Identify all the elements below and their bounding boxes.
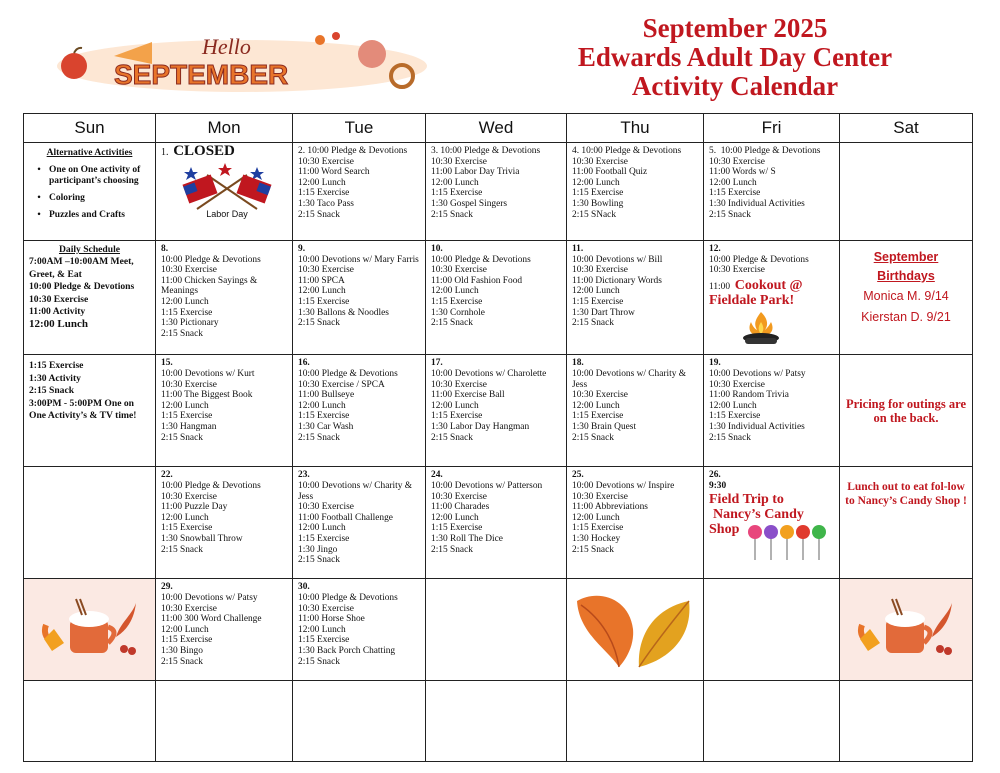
daily-schedule-title: Daily Schedule: [58, 244, 121, 255]
day-cell-17: 17. 10:00 Devotions w/ Charolette 10:30 Exercise 11:00 Exercise Ball 12:00 Lunch 1:15 Exercise 1:30 Labor Day Hangman 2:15 Snack: [426, 355, 567, 467]
birthday-entry: Kierstan D. 9/21: [861, 310, 951, 324]
labor-day-flags-icon: [177, 161, 277, 219]
day-cell-9: 9. 10:00 Devotions w/ Mary Farris 10:30 Exercise 11:00 SPCA 12:00 Lunch 1:15 Exercise 1:30 Ballons & Noodles 2:15 Snack: [293, 241, 426, 355]
day-header-sat: Sat: [840, 114, 973, 143]
day-cell-1: [156, 143, 293, 241]
day-cell-23: 23. 10:00 Devotions w/ Charity & Jess 10:30 Exercise 11:00 Football Challenge 12:00 Lunch 1:15 Exercise 1:30 Jingo 2:15 Snack: [293, 467, 426, 579]
day-header-fri: Fri: [704, 114, 840, 143]
empty-cell: [704, 579, 840, 681]
banner-month: SEPTEMBER: [114, 59, 289, 90]
alt-item: • Coloring: [37, 192, 85, 203]
apple-icon: [61, 53, 87, 79]
lollipops-icon: [741, 522, 831, 562]
week-row: [24, 579, 973, 681]
birthdays-title: September Birthdays: [873, 250, 939, 283]
empty-cell: [293, 681, 426, 762]
daily-schedule-cell: Daily Schedule 7:00AM –10:00AM Meet, Greet, & Eat 10:00 Pledge & Devotions 10:30 Exercise 11:00 Activity 12:00 Lunch: [24, 241, 156, 355]
hello-september-banner: [52, 26, 432, 94]
grill-fire-icon: [739, 308, 783, 348]
day-header-thu: Thu: [567, 114, 704, 143]
day-cell-18: 18. 10:00 Devotions w/ Charity & Jess 10:30 Exercise 12:00 Lunch 1:15 Exercise 1:30 Brain Quest 2:15 Snack: [567, 355, 704, 467]
empty-cell: [704, 681, 840, 762]
week-row: [24, 355, 973, 467]
autumn-mug-icon: [840, 579, 970, 675]
autumn-leaves-icon: [567, 579, 703, 675]
day-header-wed: Wed: [426, 114, 567, 143]
day-cell-8: 8. 10:00 Pledge & Devotions 10:30 Exercise 11:00 Chicken Sayings & Meanings 12:00 Lunch 1:15 Exercise 1:30 Pictionary 2:15 Snack: [156, 241, 293, 355]
calendar-grid: [23, 113, 973, 762]
day-cell-24: 24. 10:00 Devotions w/ Patterson 10:30 Exercise 11:00 Charades 12:00 Lunch 1:15 Exercise 1:30 Roll The Dice 2:15 Snack: [426, 467, 567, 579]
day-cell-26: 26. 9:30 Field Trip to Nancy’s Candy Shop: [704, 467, 840, 579]
empty-cell: [567, 681, 704, 762]
day-cell-6: [840, 143, 973, 241]
day-cell-12: 12. 10:00 Pledge & Devotions 10:30 Exercise 11:00 Cookout @ Fieldale Park!: [704, 241, 840, 355]
day-cell-3: 3. 10:00 Pledge & Devotions 10:30 Exercise 11:00 Labor Day Trivia 12:00 Lunch 1:15 Exercise 1:30 Gospel Singers 2:15 Snack: [426, 143, 567, 241]
banner-hello: Hello: [202, 34, 251, 59]
day-cell-15: 15. 10:00 Devotions w/ Kurt 10:30 Exercise 11:00 The Biggest Book 12:00 Lunch 1:15 Exercise 1:30 Hangman 2:15 Snack: [156, 355, 293, 467]
day-cell-29: 29. 10:00 Devotions w/ Patsy 10:30 Exercise 11:00 300 Word Challenge 12:00 Lunch 1:15 Exercise 1:30 Bingo 2:15 Snack: [156, 579, 293, 681]
alternative-activities-cell: [24, 143, 156, 241]
title-activity: Activity Calendar: [631, 71, 839, 101]
birthday-entry: Monica M. 9/14: [863, 289, 949, 303]
day-header-mon: Mon: [156, 114, 293, 143]
autumn-mug-icon: [24, 579, 154, 675]
day-header-tue: Tue: [293, 114, 426, 143]
day-cell-30: 30. 10:00 Pledge & Devotions 10:30 Exercise 11:00 Horse Shoe 12:00 Lunch 1:15 Exercise 1:30 Back Porch Chatting 2:15 Snack: [293, 579, 426, 681]
autumn-mug-cell: [840, 579, 973, 681]
day-header-sun: Sun: [24, 114, 156, 143]
day-cell-2: 2. 10:00 Pledge & Devotions 10:30 Exercise 11:00 Word Search 12:00 Lunch 1:15 Exercise 1:30 Taco Pass 2:15 Snack: [293, 143, 426, 241]
empty-cell: [426, 579, 567, 681]
day-cell-25: 25. 10:00 Devotions w/ Inspire 10:30 Exercise 11:00 Abbreviations 12:00 Lunch 1:15 Exercise 1:30 Hockey 2:15 Snack: [567, 467, 704, 579]
pricing-note-cell: [840, 355, 973, 467]
calendar-title: [470, 14, 1000, 101]
day-cell-4: 4. 10:00 Pledge & Devotions 10:30 Exercise 11:00 Football Quiz 12:00 Lunch 1:15 Exercise 1:30 Bowling 2:15 SNack: [567, 143, 704, 241]
daily-schedule-cont-cell: 1:15 Exercise 1:30 Activity 2:15 Snack 3:00PM - 5:00PM One on One Activity’s & TV time!: [24, 355, 156, 467]
day-cell-19: 19. 10:00 Devotions w/ Patsy 10:30 Exercise 11:00 Random Trivia 12:00 Lunch 1:15 Exercise 1:30 Individual Activities 2:15 Snack: [704, 355, 840, 467]
cookout-label: Cookout @: [734, 277, 803, 293]
closed-label: CLOSED: [173, 143, 235, 159]
day-cell-11: 11. 10:00 Devotions w/ Bill 10:30 Exercise 11:00 Dictionary Words 12:00 Lunch 1:15 Exercise 1:30 Dart Throw 2:15 Snack: [567, 241, 704, 355]
empty-cell: [156, 681, 293, 762]
leaves-image-cell: [567, 579, 704, 681]
weekday-header-row: [24, 114, 973, 143]
day-cell-10: 10. 10:00 Pledge & Devotions 10:30 Exercise 11:00 Old Fashion Food 12:00 Lunch 1:15 Exercise 1:30 Cornhole 2:15 Snack: [426, 241, 567, 355]
empty-cell: [24, 681, 156, 762]
alt-activities-title: Alternative Activities: [46, 148, 133, 158]
day-cell-21: [24, 467, 156, 579]
pricing-note: Pricing for outings are on the back.: [845, 397, 966, 426]
title-center: Edwards Adult Day Center: [577, 42, 893, 72]
empty-cell: [840, 681, 973, 762]
week-row: [24, 681, 973, 762]
week-row: [24, 143, 973, 241]
mug-icon: [358, 40, 386, 68]
day-cell-28: [24, 579, 156, 681]
lunch-note: Lunch out to eat fol-low to Nancy’s Candy Shop !: [845, 481, 967, 507]
empty-cell: [426, 681, 567, 762]
day-cell-5: 5. 10:00 Pledge & Devotions 10:30 Exercise 11:00 Words w/ S 12:00 Lunch 1:15 Exercise 1:30 Individual Activities 2:15 Snack: [704, 143, 840, 241]
birthdays-cell: [840, 241, 973, 355]
week-row: [24, 467, 973, 579]
day-number: 1.: [161, 147, 169, 158]
week-row: [24, 241, 973, 355]
alt-item: • Puzzles and Crafts: [37, 209, 125, 220]
title-month: September 2025: [642, 13, 828, 43]
day-cell-22: 22. 10:00 Pledge & Devotions 10:30 Exercise 11:00 Puzzle Day 12:00 Lunch 1:15 Exercise 1:30 Snowball Throw 2:15 Snack: [156, 467, 293, 579]
field-trip-label: Field Trip to Nancy’s Candy: [709, 491, 804, 522]
day-cell-16: 16. 10:00 Pledge & Devotions 10:30 Exercise / SPCA 11:00 Bullseye 12:00 Lunch 1:15 Exercise 1:30 Car Wash 2:15 Snack: [293, 355, 426, 467]
alt-item: • One on One activity of participant’s choosing: [37, 164, 141, 186]
lunch-note-cell: [840, 467, 973, 579]
labor-day-caption: Labor Day: [206, 208, 248, 219]
leaf-icon: [315, 35, 325, 45]
